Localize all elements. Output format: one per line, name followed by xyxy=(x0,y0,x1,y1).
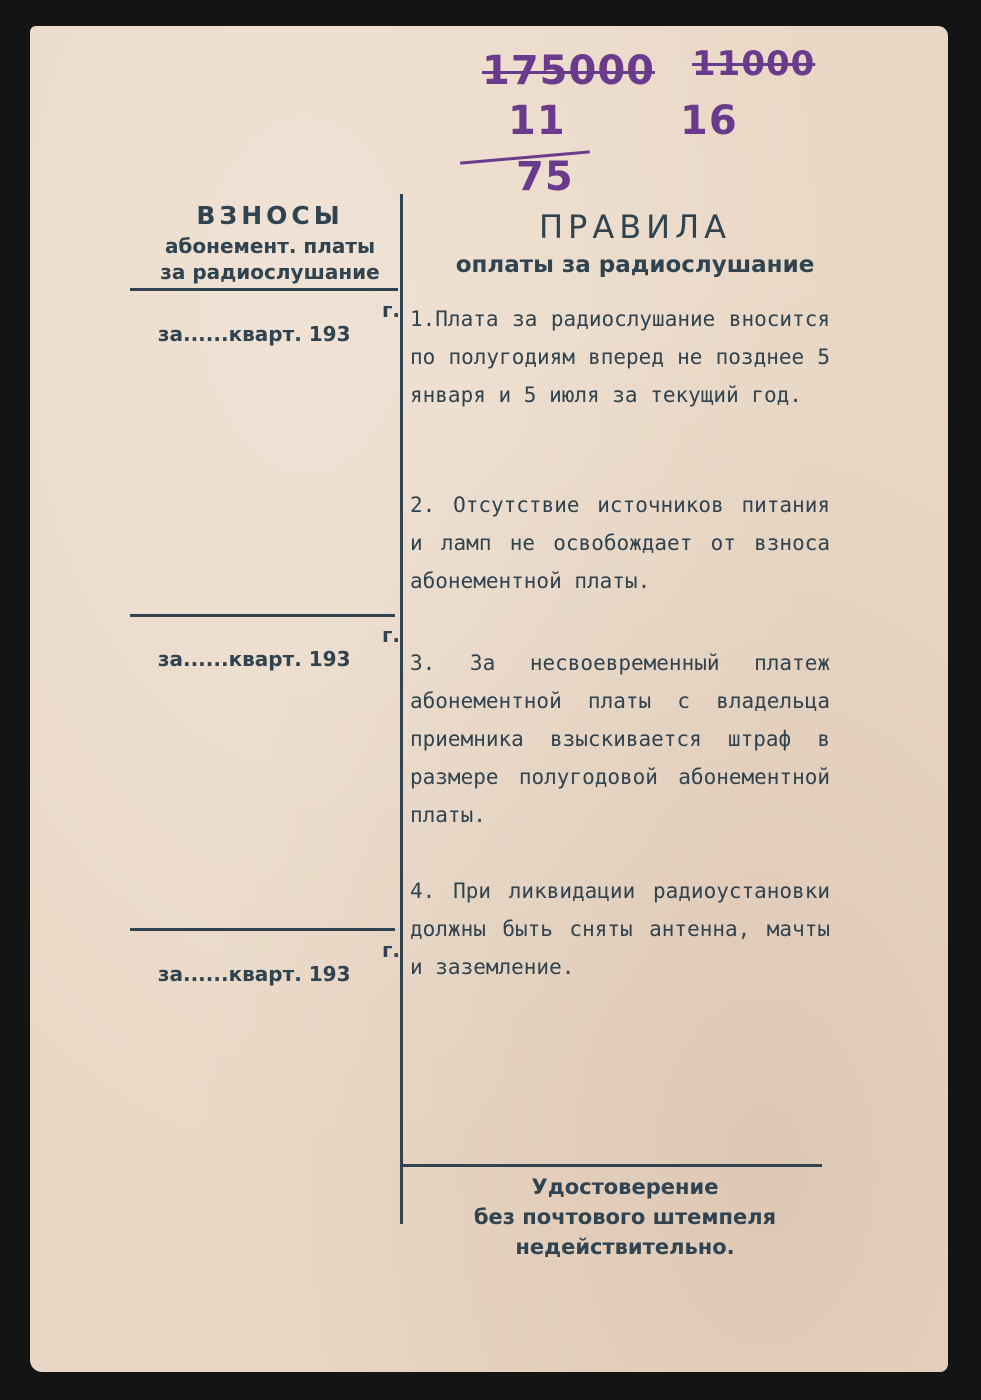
footer-line xyxy=(402,1164,822,1167)
handwritten-number-4: 16 xyxy=(680,98,738,144)
rules-subtitle: оплаты за радиослушание xyxy=(455,252,815,278)
column-divider xyxy=(400,194,403,1224)
rule-item-2: 2. Отсутствие источников питания и ламп не освобождает от взноса абонементной платы. xyxy=(410,493,830,593)
left-title: ВЗНОСЫ xyxy=(196,201,344,230)
quarter-divider-1 xyxy=(130,614,395,617)
footer-line-3: недействительно. xyxy=(515,1235,735,1259)
handwritten-number-2: 11000 xyxy=(692,44,816,84)
quarter-entry-3: за......кварт. 193 г. xyxy=(157,938,400,986)
footer-line-1: Удостоверение xyxy=(531,1175,719,1199)
rule-item-1: 1.Плата за радиослушание вносится по полугодиям вперед не позднее 5 января и 5 июля за текущий год. xyxy=(410,307,830,407)
handwritten-number-1: 175000 xyxy=(482,48,655,94)
rule-item-4: 4. При ликвидации радиоустановки должны быть сняты антенна, мачты и заземление. xyxy=(410,879,830,979)
radio-subscription-card xyxy=(30,26,948,1372)
left-subtitle-1: абонемент. платы xyxy=(164,234,376,258)
handwritten-number-3: 11 xyxy=(508,98,566,144)
handwritten-number-5: 75 xyxy=(516,154,574,200)
quarter-entry-1: за......кварт. 193 г. xyxy=(157,298,400,346)
footer-line-2: без почтового штемпеля xyxy=(473,1205,777,1229)
rules-title: ПРАВИЛА xyxy=(538,208,732,246)
left-header-line xyxy=(130,288,398,291)
left-subtitle-2: за радиослушание xyxy=(160,260,380,284)
quarter-entry-2: за......кварт. 193 г. xyxy=(157,623,400,671)
quarter-divider-2 xyxy=(130,928,395,931)
rule-item-3: 3. За несвоевременный платеж абонементной платы с владельца приемника взыскивается штраф в размере полугодовой абонементной платы. xyxy=(410,651,830,827)
